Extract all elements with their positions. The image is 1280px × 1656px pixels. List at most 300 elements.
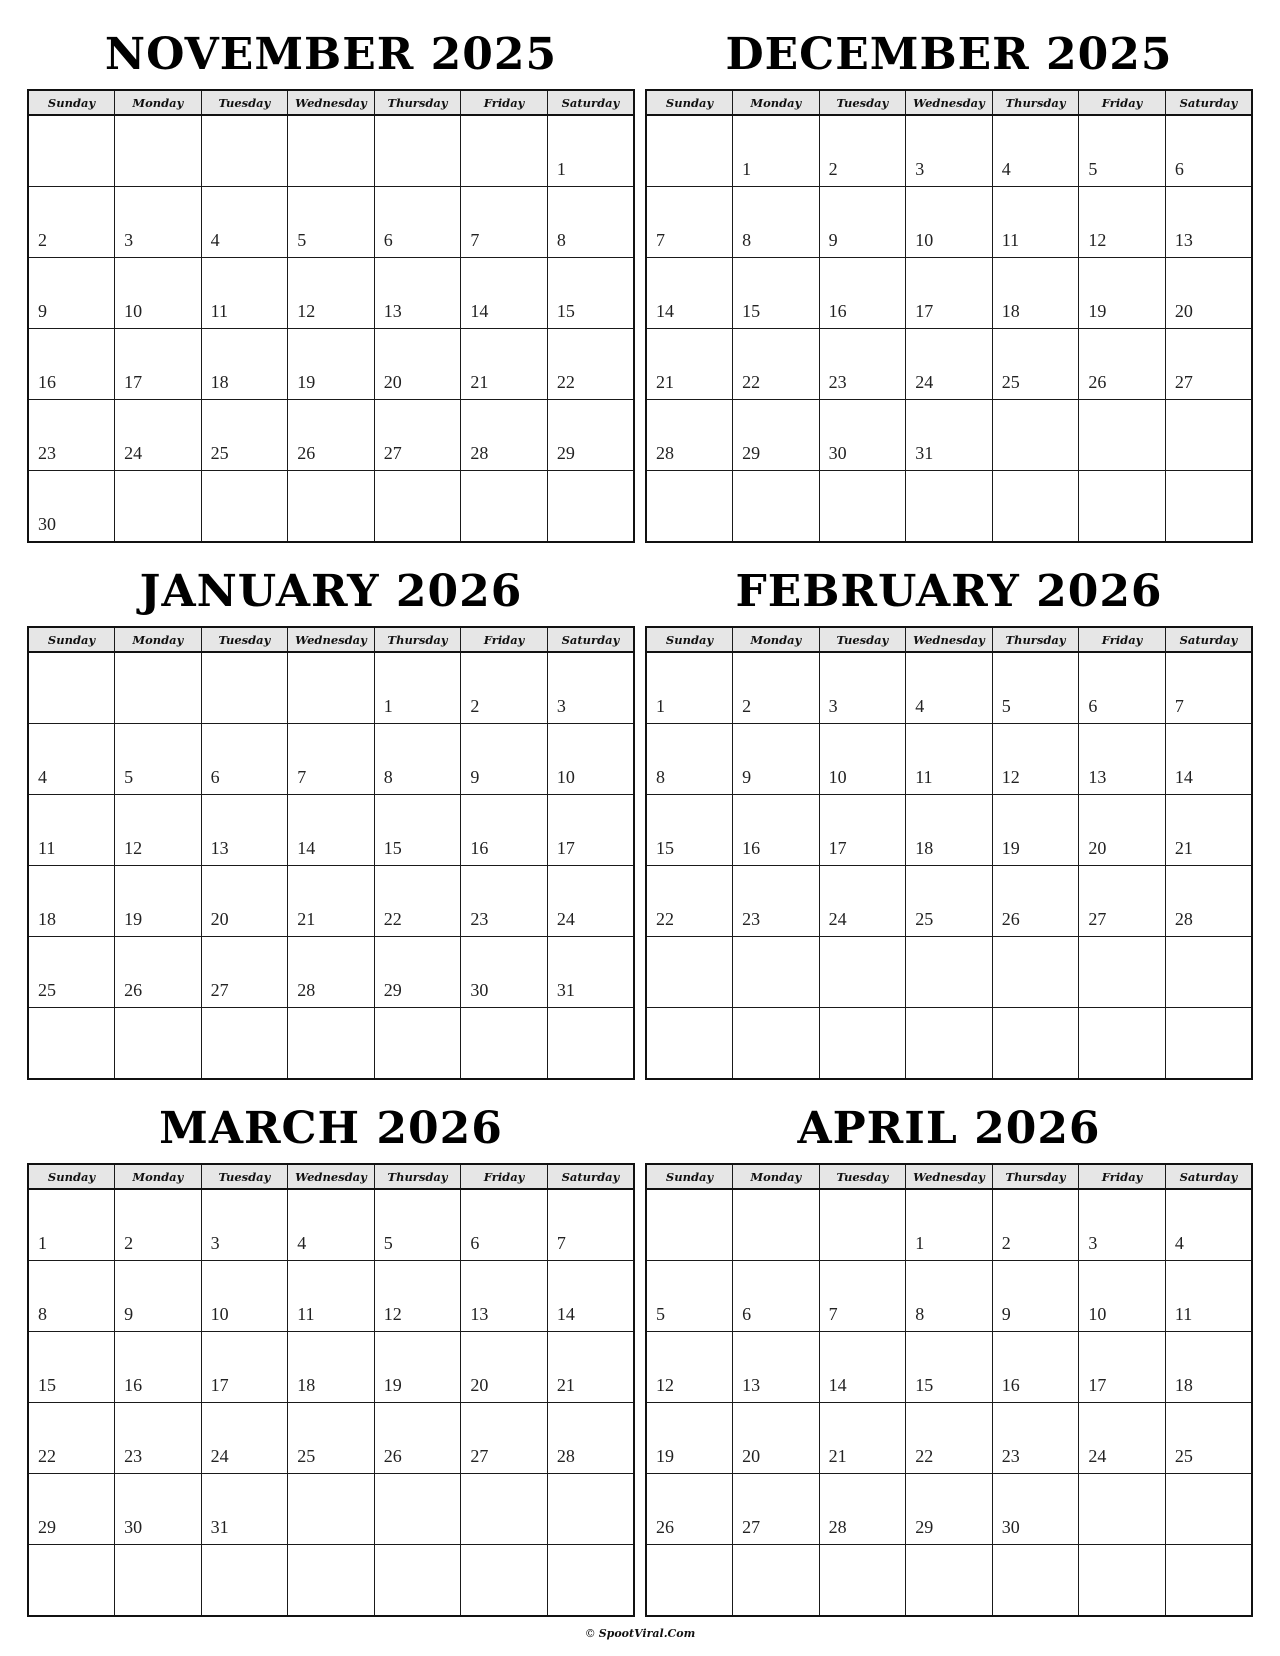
day-number: 17 (915, 301, 934, 321)
day-cell[interactable] (646, 187, 733, 258)
day-cell[interactable] (1165, 652, 1252, 724)
day-cell[interactable] (992, 1189, 1079, 1261)
day-cell[interactable] (547, 400, 634, 471)
day-cell[interactable] (115, 1189, 202, 1261)
day-cell[interactable] (201, 1403, 288, 1474)
day-cell[interactable] (115, 1261, 202, 1332)
day-cell[interactable] (1165, 187, 1252, 258)
empty-day-cell[interactable] (906, 1545, 993, 1617)
day-cell[interactable] (1165, 258, 1252, 329)
empty-day-cell[interactable] (547, 1545, 634, 1617)
day-number: 27 (470, 1446, 489, 1466)
day-cell[interactable] (733, 329, 820, 400)
empty-day-cell[interactable] (992, 937, 1079, 1008)
day-cell[interactable] (115, 937, 202, 1008)
day-cell[interactable] (819, 1403, 906, 1474)
day-number: 18 (1174, 1375, 1193, 1395)
day-cell[interactable] (733, 1332, 820, 1403)
day-cell[interactable] (1165, 329, 1252, 400)
empty-day-cell[interactable] (1165, 471, 1252, 543)
day-cell[interactable] (906, 1474, 993, 1545)
empty-day-cell[interactable] (733, 1008, 820, 1080)
day-cell[interactable] (374, 937, 461, 1008)
day-cell[interactable] (733, 258, 820, 329)
day-cell[interactable] (1079, 187, 1166, 258)
day-cell[interactable] (461, 1261, 548, 1332)
day-cell[interactable] (288, 400, 375, 471)
empty-day-cell[interactable] (1165, 1008, 1252, 1080)
empty-day-cell[interactable] (819, 1008, 906, 1080)
day-cell[interactable] (115, 1403, 202, 1474)
day-cell[interactable] (374, 795, 461, 866)
day-cell[interactable] (819, 652, 906, 724)
empty-day-cell[interactable] (819, 937, 906, 1008)
day-cell[interactable] (374, 400, 461, 471)
empty-day-cell[interactable] (547, 1474, 634, 1545)
day-cell[interactable] (461, 1332, 548, 1403)
empty-day-cell[interactable] (201, 115, 288, 187)
empty-day-cell[interactable] (1165, 400, 1252, 471)
day-cell[interactable] (646, 724, 733, 795)
day-cell[interactable] (201, 187, 288, 258)
day-number (288, 160, 374, 186)
day-cell[interactable] (115, 795, 202, 866)
day-cell[interactable] (461, 258, 548, 329)
day-cell[interactable] (288, 258, 375, 329)
day-cell[interactable] (733, 1474, 820, 1545)
day-cell[interactable] (547, 795, 634, 866)
day-cell[interactable] (906, 115, 993, 187)
day-cell[interactable] (288, 724, 375, 795)
empty-day-cell[interactable] (992, 471, 1079, 543)
day-cell[interactable] (374, 329, 461, 400)
day-cell[interactable] (819, 866, 906, 937)
day-cell[interactable] (374, 1261, 461, 1332)
day-cell[interactable] (1079, 115, 1166, 187)
day-cell[interactable] (992, 724, 1079, 795)
day-cell[interactable] (1079, 1261, 1166, 1332)
empty-day-cell[interactable] (28, 652, 115, 724)
empty-day-cell[interactable] (906, 937, 993, 1008)
empty-day-cell[interactable] (992, 1545, 1079, 1617)
day-cell[interactable] (906, 795, 993, 866)
day-cell[interactable] (288, 1403, 375, 1474)
day-cell[interactable] (28, 866, 115, 937)
day-number: 5 (1001, 696, 1011, 716)
day-cell[interactable] (28, 1189, 115, 1261)
day-cell[interactable] (819, 400, 906, 471)
day-cell[interactable] (201, 329, 288, 400)
day-cell[interactable] (461, 866, 548, 937)
empty-day-cell[interactable] (733, 471, 820, 543)
empty-day-cell[interactable] (288, 1545, 375, 1617)
empty-day-cell[interactable] (115, 1008, 202, 1080)
day-cell[interactable] (288, 795, 375, 866)
day-cell[interactable] (646, 1474, 733, 1545)
day-cell[interactable] (115, 329, 202, 400)
empty-day-cell[interactable] (819, 1545, 906, 1617)
day-number: 26 (124, 980, 143, 1000)
week-row (646, 471, 1252, 543)
day-cell[interactable] (992, 795, 1079, 866)
empty-day-cell[interactable] (461, 1545, 548, 1617)
day-cell[interactable] (992, 1474, 1079, 1545)
empty-day-cell[interactable] (733, 1189, 820, 1261)
empty-day-cell[interactable] (288, 1474, 375, 1545)
empty-day-cell[interactable] (28, 1545, 115, 1617)
week-row (646, 1332, 1252, 1403)
day-cell[interactable] (28, 1332, 115, 1403)
day-cell[interactable] (1165, 724, 1252, 795)
day-number: 16 (828, 301, 847, 321)
day-cell[interactable] (115, 724, 202, 795)
day-cell[interactable] (115, 1474, 202, 1545)
day-cell[interactable] (1079, 258, 1166, 329)
empty-day-cell[interactable] (646, 937, 733, 1008)
empty-day-cell[interactable] (646, 471, 733, 543)
empty-day-cell[interactable] (28, 1008, 115, 1080)
day-cell[interactable] (1165, 1189, 1252, 1261)
day-cell[interactable] (374, 1403, 461, 1474)
empty-day-cell[interactable] (1165, 1545, 1252, 1617)
empty-day-cell[interactable] (1165, 1474, 1252, 1545)
month-title: NOVEMBER 2025 (104, 29, 558, 80)
day-cell[interactable] (992, 115, 1079, 187)
empty-day-cell[interactable] (461, 1474, 548, 1545)
day-cell[interactable] (461, 795, 548, 866)
empty-day-cell[interactable] (288, 1008, 375, 1080)
day-cell[interactable] (461, 329, 548, 400)
day-cell[interactable] (992, 1332, 1079, 1403)
day-cell[interactable] (906, 866, 993, 937)
day-cell[interactable] (646, 795, 733, 866)
day-number: 11 (38, 838, 56, 858)
empty-day-cell[interactable] (374, 1474, 461, 1545)
day-number: 29 (556, 443, 575, 463)
weekday-friday: Friday (461, 90, 548, 115)
empty-day-cell[interactable] (115, 652, 202, 724)
day-cell[interactable] (1165, 115, 1252, 187)
day-cell[interactable] (646, 400, 733, 471)
day-cell[interactable] (288, 1332, 375, 1403)
empty-day-cell[interactable] (547, 471, 634, 543)
day-cell[interactable] (28, 937, 115, 1008)
day-cell[interactable] (819, 795, 906, 866)
day-cell[interactable] (461, 400, 548, 471)
day-cell[interactable] (28, 471, 115, 543)
day-cell[interactable] (906, 1403, 993, 1474)
day-cell[interactable] (819, 724, 906, 795)
day-cell[interactable] (461, 1403, 548, 1474)
day-cell[interactable] (819, 1474, 906, 1545)
day-number: 21 (470, 372, 489, 392)
day-cell[interactable] (646, 329, 733, 400)
empty-day-cell[interactable] (28, 115, 115, 187)
day-number: 11 (1001, 230, 1020, 250)
day-number: 11 (210, 301, 228, 321)
day-cell[interactable] (1079, 1332, 1166, 1403)
day-cell[interactable] (115, 187, 202, 258)
day-cell[interactable] (288, 1261, 375, 1332)
empty-day-cell[interactable] (733, 1545, 820, 1617)
empty-day-cell[interactable] (288, 115, 375, 187)
day-number: 27 (383, 443, 402, 463)
day-number (375, 515, 461, 541)
empty-day-cell[interactable] (1079, 937, 1166, 1008)
day-cell[interactable] (28, 1403, 115, 1474)
empty-day-cell[interactable] (1079, 1474, 1166, 1545)
day-cell[interactable] (819, 187, 906, 258)
day-cell[interactable] (547, 1189, 634, 1261)
day-cell[interactable] (733, 652, 820, 724)
weekday-sunday: Sunday (28, 627, 115, 652)
day-cell[interactable] (28, 1474, 115, 1545)
day-cell[interactable] (1165, 795, 1252, 866)
day-cell[interactable] (288, 937, 375, 1008)
day-cell[interactable] (646, 1332, 733, 1403)
day-number: 26 (656, 1517, 674, 1537)
day-cell[interactable] (547, 866, 634, 937)
day-cell[interactable] (1165, 1403, 1252, 1474)
day-number (733, 1234, 819, 1260)
day-cell[interactable] (201, 1189, 288, 1261)
day-cell[interactable] (461, 724, 548, 795)
day-number (115, 697, 201, 723)
day-cell[interactable] (819, 1261, 906, 1332)
empty-day-cell[interactable] (201, 652, 288, 724)
day-cell[interactable] (201, 866, 288, 937)
day-number: 21 (556, 1375, 575, 1395)
day-cell[interactable] (201, 258, 288, 329)
day-cell[interactable] (1079, 866, 1166, 937)
month-title: APRIL 2026 (797, 1103, 1101, 1154)
day-cell[interactable] (733, 1261, 820, 1332)
day-number: 19 (124, 909, 143, 929)
day-cell[interactable] (906, 258, 993, 329)
day-cell[interactable] (1079, 652, 1166, 724)
day-cell[interactable] (28, 258, 115, 329)
day-number: 19 (297, 372, 316, 392)
day-cell[interactable] (547, 652, 634, 724)
day-cell[interactable] (819, 115, 906, 187)
day-cell[interactable] (992, 258, 1079, 329)
day-cell[interactable] (733, 115, 820, 187)
weekday-friday: Friday (1079, 1164, 1166, 1189)
empty-day-cell[interactable] (646, 1189, 733, 1261)
day-cell[interactable] (1079, 1189, 1166, 1261)
day-cell[interactable] (1079, 795, 1166, 866)
empty-day-cell[interactable] (1079, 1545, 1166, 1617)
empty-day-cell[interactable] (288, 652, 375, 724)
day-cell[interactable] (461, 1189, 548, 1261)
day-cell[interactable] (547, 1261, 634, 1332)
day-cell[interactable] (374, 1332, 461, 1403)
day-cell[interactable] (288, 187, 375, 258)
empty-day-cell[interactable] (374, 471, 461, 543)
day-cell[interactable] (28, 187, 115, 258)
day-number: 28 (556, 1446, 575, 1466)
day-number (1079, 1589, 1165, 1615)
empty-day-cell[interactable] (115, 115, 202, 187)
empty-day-cell[interactable] (115, 1545, 202, 1617)
day-cell[interactable] (28, 329, 115, 400)
empty-day-cell[interactable] (461, 471, 548, 543)
empty-day-cell[interactable] (1079, 1008, 1166, 1080)
day-cell[interactable] (1165, 866, 1252, 937)
empty-day-cell[interactable] (461, 115, 548, 187)
day-cell[interactable] (201, 400, 288, 471)
day-cell[interactable] (1079, 1403, 1166, 1474)
day-number: 30 (124, 1517, 143, 1537)
day-number: 5 (1088, 159, 1098, 179)
day-cell[interactable] (733, 795, 820, 866)
day-cell[interactable] (992, 652, 1079, 724)
day-number: 22 (656, 909, 674, 929)
day-cell[interactable] (115, 1332, 202, 1403)
day-cell[interactable] (547, 1332, 634, 1403)
day-number: 28 (1174, 909, 1193, 929)
day-cell[interactable] (115, 258, 202, 329)
day-cell[interactable] (28, 400, 115, 471)
empty-day-cell[interactable] (646, 1008, 733, 1080)
empty-day-cell[interactable] (201, 1545, 288, 1617)
day-cell[interactable] (547, 258, 634, 329)
empty-day-cell[interactable] (992, 1008, 1079, 1080)
day-cell[interactable] (1165, 1261, 1252, 1332)
day-cell[interactable] (115, 866, 202, 937)
day-cell[interactable] (906, 1261, 993, 1332)
day-number: 6 (210, 767, 220, 787)
day-number: 10 (915, 230, 934, 250)
day-cell[interactable] (288, 329, 375, 400)
day-cell[interactable] (547, 1403, 634, 1474)
day-number: 12 (656, 1375, 674, 1395)
day-cell[interactable] (374, 652, 461, 724)
day-cell[interactable] (733, 866, 820, 937)
day-cell[interactable] (374, 1189, 461, 1261)
weekday-sunday: Sunday (646, 90, 733, 115)
empty-day-cell[interactable] (374, 1008, 461, 1080)
day-cell[interactable] (374, 866, 461, 937)
day-cell[interactable] (646, 652, 733, 724)
empty-day-cell[interactable] (819, 471, 906, 543)
day-cell[interactable] (201, 1261, 288, 1332)
empty-day-cell[interactable] (461, 1008, 548, 1080)
day-cell[interactable] (646, 866, 733, 937)
day-cell[interactable] (374, 187, 461, 258)
day-cell[interactable] (461, 187, 548, 258)
empty-day-cell[interactable] (201, 471, 288, 543)
empty-day-cell[interactable] (288, 471, 375, 543)
day-cell[interactable] (733, 187, 820, 258)
day-cell[interactable] (547, 937, 634, 1008)
day-cell[interactable] (547, 115, 634, 187)
empty-day-cell[interactable] (819, 1189, 906, 1261)
day-cell[interactable] (28, 724, 115, 795)
day-cell[interactable] (992, 187, 1079, 258)
empty-day-cell[interactable] (374, 115, 461, 187)
day-cell[interactable] (733, 1403, 820, 1474)
day-number: 31 (915, 443, 934, 463)
day-number: 15 (38, 1375, 56, 1395)
empty-day-cell[interactable] (906, 471, 993, 543)
day-number (1079, 981, 1165, 1007)
day-number: 1 (383, 696, 393, 716)
day-cell[interactable] (646, 1261, 733, 1332)
weekday-thursday: Thursday (374, 90, 461, 115)
empty-day-cell[interactable] (646, 115, 733, 187)
day-cell[interactable] (201, 1474, 288, 1545)
day-cell[interactable] (992, 329, 1079, 400)
day-cell[interactable] (906, 400, 993, 471)
day-cell[interactable] (992, 1261, 1079, 1332)
day-cell[interactable] (646, 1403, 733, 1474)
day-cell[interactable] (1165, 1332, 1252, 1403)
day-cell[interactable] (461, 937, 548, 1008)
day-cell[interactable] (819, 1332, 906, 1403)
day-cell[interactable] (288, 866, 375, 937)
day-cell[interactable] (547, 329, 634, 400)
empty-day-cell[interactable] (1165, 937, 1252, 1008)
empty-day-cell[interactable] (115, 471, 202, 543)
day-cell[interactable] (733, 724, 820, 795)
day-number: 1 (742, 159, 752, 179)
day-number: 9 (470, 767, 480, 787)
empty-day-cell[interactable] (1079, 400, 1166, 471)
day-cell[interactable] (992, 1403, 1079, 1474)
day-cell[interactable] (288, 1189, 375, 1261)
day-number: 23 (38, 443, 56, 463)
day-cell[interactable] (906, 1189, 993, 1261)
day-cell[interactable] (28, 1261, 115, 1332)
day-cell[interactable] (906, 187, 993, 258)
day-cell[interactable] (906, 1332, 993, 1403)
day-cell[interactable] (28, 795, 115, 866)
day-cell[interactable] (819, 329, 906, 400)
day-cell[interactable] (906, 652, 993, 724)
day-cell[interactable] (906, 724, 993, 795)
day-number: 14 (828, 1375, 847, 1395)
day-cell[interactable] (819, 258, 906, 329)
day-cell[interactable] (374, 724, 461, 795)
day-number (461, 1518, 547, 1544)
empty-day-cell[interactable] (733, 937, 820, 1008)
day-cell[interactable] (733, 400, 820, 471)
day-cell[interactable] (115, 400, 202, 471)
empty-day-cell[interactable] (201, 1008, 288, 1080)
empty-day-cell[interactable] (374, 1545, 461, 1617)
empty-day-cell[interactable] (1079, 471, 1166, 543)
day-cell[interactable] (547, 187, 634, 258)
day-cell[interactable] (201, 795, 288, 866)
day-cell[interactable] (374, 258, 461, 329)
empty-day-cell[interactable] (547, 1008, 634, 1080)
day-cell[interactable] (201, 1332, 288, 1403)
day-cell[interactable] (1079, 329, 1166, 400)
empty-day-cell[interactable] (992, 400, 1079, 471)
empty-day-cell[interactable] (906, 1008, 993, 1080)
empty-day-cell[interactable] (646, 1545, 733, 1617)
weekday-friday: Friday (1079, 627, 1166, 652)
day-cell[interactable] (201, 937, 288, 1008)
day-cell[interactable] (906, 329, 993, 400)
day-cell[interactable] (547, 724, 634, 795)
day-cell[interactable] (461, 652, 548, 724)
day-cell[interactable] (1079, 724, 1166, 795)
day-cell[interactable] (646, 258, 733, 329)
day-cell[interactable] (201, 724, 288, 795)
day-cell[interactable] (992, 866, 1079, 937)
